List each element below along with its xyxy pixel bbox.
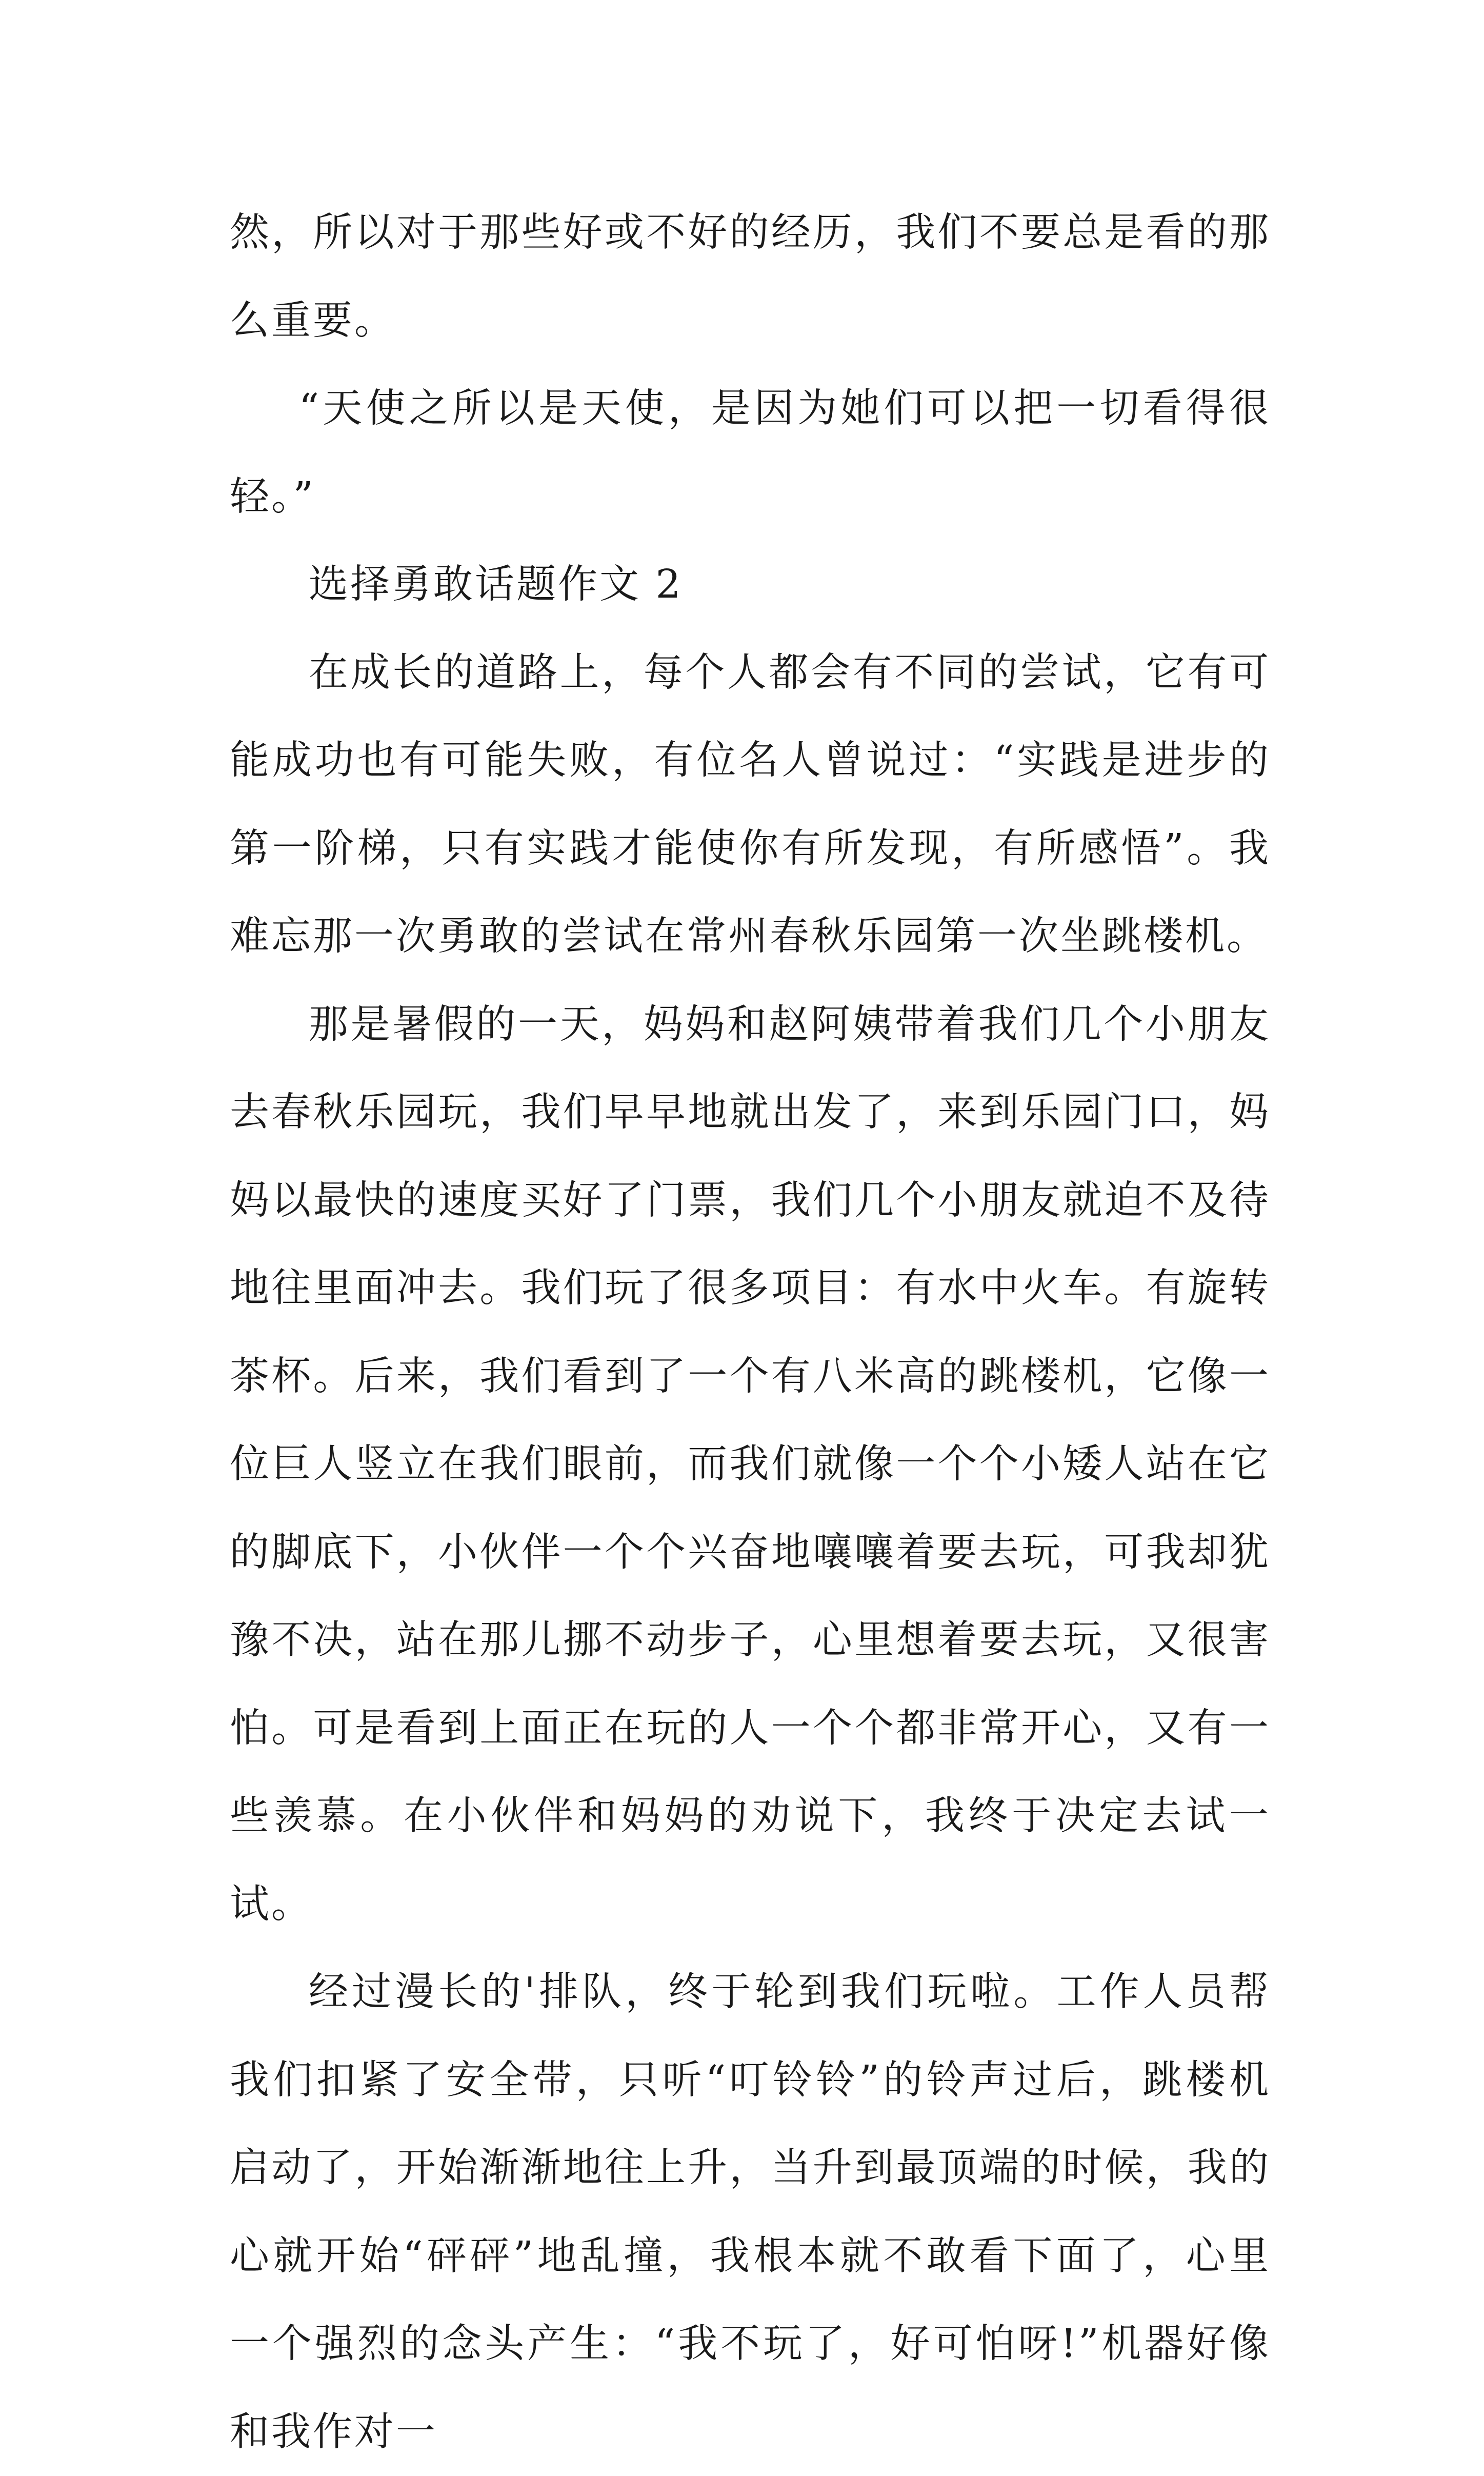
paragraph: 那是暑假的一天，妈妈和赵阿姨带着我们几个小朋友去春秋乐园玩，我们早早地就出发了，来到乐园门口，妈妈以最快的速度买好了门票，我们几个小朋友就迫不及待地往里面冲去。我们玩了很多项目：有水中火车。有旋转茶杯。后来，我们看到了一个有八米高的跳楼机，它像一位巨人竖立在我们眼前，而我们就像一个个小矮人站在它的脚底下，小伙伴一个个兴奋地嚷嚷着要去玩，可我却犹豫不决，站在那儿挪不动步子，心里想着要去玩，又很害怕。可是看到上面正在玩的人一个个都非常开心，又有一些羡慕。在小伙伴和妈妈的劝说下，我终于决定去试一试。 <box>230 1001 1271 1927</box>
document-body <box>230 189 1271 2476</box>
section-heading: 选择勇敢话题作文 2 <box>309 562 683 607</box>
paragraph-quote: “天使之所以是天使，是因为她们可以把一切看得很轻。” <box>230 386 1271 520</box>
paragraph: 经过漫长的'排队，终于轮到我们玩啦。工作人员帮我们扣紧了安全带，只听“叮铃铃”的铃声过后，跳楼机启动了，开始渐渐地往上升，当升到最顶端的时候，我的心就开始“砰砰”地乱撞，我根本就不敢看下面了，心里一个强烈的念头产生：“我不玩了，好可怕呀!”机器好像和我作对一 <box>230 1969 1271 2455</box>
paragraph: 在成长的道路上，每个人都会有不同的尝试，它有可能成功也有可能失败，有位名人曾说过：“实践是进步的第一阶梯，只有实践才能使你有所发现，有所感悟”。我难忘那一次勇敢的尝试在常州春秋乐园第一次坐跳楼机。 <box>230 649 1271 959</box>
paragraph-continuation: 然，所以对于那些好或不好的经历，我们不要总是看的那么重要。 <box>230 210 1271 344</box>
